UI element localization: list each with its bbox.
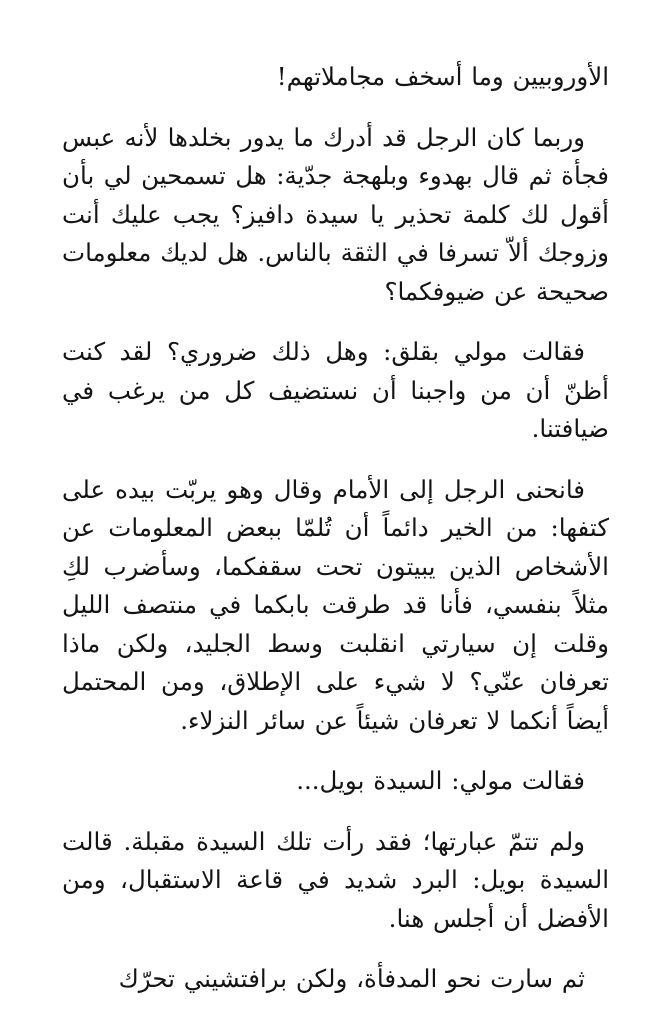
- paragraph-3: فقالت مولي بقلق: وهل ذلك ضروري؟ لقد كنت أظنّ أن من واجبنا أن نستضيف كل من يرغب في ضيافتنا.: [62, 337, 609, 443]
- paragraph-2: وربما كان الرجل قد أدرك ما يدور بخلدها لأنه عبس فجأة ثم قال بهدوء وبلهجة جدّية: هل تسمحين لي بأن أقول لك كلمة تحذير يا سيدة دافيز؟ يجب عليك أنت وزوجك ألاّ تسرفا في الثقة بالناس. هل لديك معلومات صحيحة عن ضيوفكما؟: [62, 122, 609, 306]
- paragraph-1: الأوروبيين وما أسخف مجاملاتهم!: [276, 62, 609, 91]
- paragraph-5: فقالت مولي: السيدة بويل...: [296, 766, 585, 795]
- book-page: [62, 58, 609, 1021]
- paragraph-4: فانحنى الرجل إلى الأمام وقال وهو يربّت بيده على كتفها: من الخير دائماً أن تُلمّا ببعض المعلومات عن الأشخاص الذين يبيتون تحت سقفكما، وسأضرب لكِ مثلاً بنفسي، فأنا قد طرقت بابكما في منتصف الليل وقلت إن سيارتي انقلبت وسط الجليد، ولكن ماذا تعرفان عنّي؟ لا شيء على الإطلاق، ومن المحتمل أيضاً أنكما لا تعرفان شيئاً عن سائر النزلاء.: [62, 474, 609, 735]
- paragraph-7: ثم سارت نحو المدفأة، ولكن برافتشيني تحرّك: [118, 964, 585, 993]
- paragraph-6: ولم تتمّ عبارتها؛ فقد رأت تلك السيدة مقبلة. قالت السيدة بويل: البرد شديد في قاعة الاستقبال، ومن الأفضل أن أجلس هنا.: [62, 826, 609, 933]
